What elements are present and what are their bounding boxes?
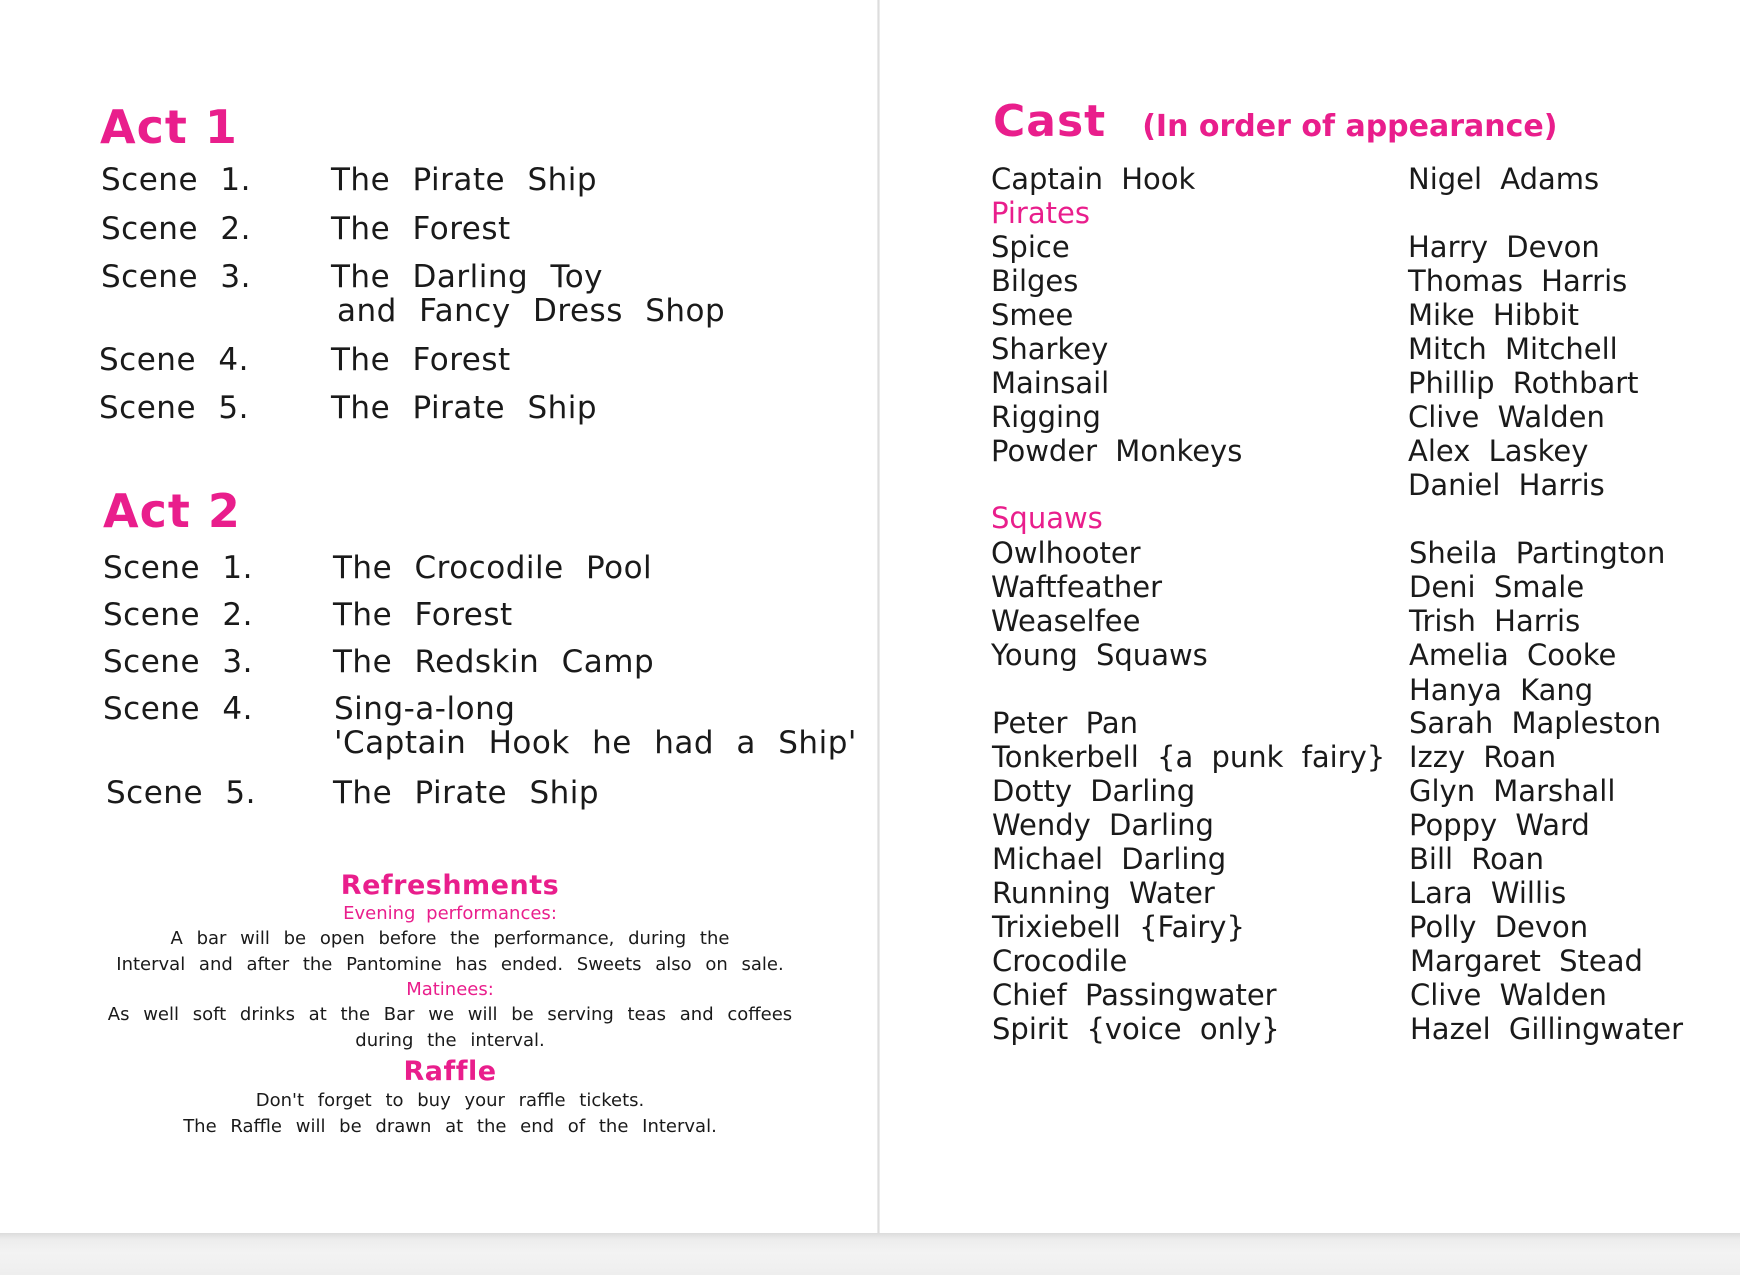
cast-actor: Nigel Adams (1408, 162, 1600, 196)
cast-actor: Sarah Mapleston (1409, 706, 1662, 740)
cast-actor: Deni Smale (1409, 570, 1585, 604)
cast-actor: Mitch Mitchell (1408, 332, 1618, 366)
act-2-scene-5-title: The Pirate Ship (333, 775, 600, 811)
cast-role: Young Squaws (991, 638, 1208, 672)
raffle-text-line: The Raffle will be drawn at the end of the Interval. (183, 1116, 717, 1137)
cast-role: Michael Darling (992, 842, 1227, 876)
page-bottom-edge (0, 1233, 1740, 1275)
cast-actor: Alex Laskey (1408, 434, 1589, 468)
cast-role: Bilges (991, 264, 1079, 298)
act-1-scene-5-label: Scene 5. (99, 390, 249, 426)
cast-role: Spice (991, 230, 1070, 264)
act-2-scene-4-label: Scene 4. (103, 691, 253, 727)
cast-role: Owlhooter (991, 536, 1141, 570)
cast-role: Waftfeather (991, 570, 1162, 604)
evening-text-line: Interval and after the Pantomine has ended. Sweets also on sale. (116, 954, 784, 975)
act-2-scene-4-title: Sing-a-long 'Captain Hook he had a Ship' (334, 691, 857, 761)
cast-actor: Glyn Marshall (1409, 774, 1616, 808)
act-1-scene-2-title: The Forest (331, 211, 511, 247)
cast-actor: Bill Roan (1409, 842, 1545, 876)
cast-role: Spirit {voice only} (992, 1012, 1280, 1046)
act-1-scene-5-title: The Pirate Ship (331, 390, 598, 426)
act-1-scene-1-title: The Pirate Ship (331, 162, 598, 198)
act-1-scene-2-label: Scene 2. (101, 211, 251, 247)
cast-actor: Clive Walden (1408, 400, 1605, 434)
cast-actor: Margaret Stead (1410, 944, 1643, 978)
act-1-scene-4-label: Scene 4. (99, 342, 249, 378)
cast-role: Crocodile (992, 944, 1128, 978)
cast-role: Smee (991, 298, 1074, 332)
cast-actor: Izzy Roan (1409, 740, 1557, 774)
act-2-heading: Act 2 (103, 484, 241, 538)
refreshments-section (100, 870, 800, 1140)
cast-role: Chief Passingwater (992, 978, 1277, 1012)
cast-actor: Sheila Partington (1409, 536, 1666, 570)
cast-subtitle: (In order of appearance) (1142, 109, 1558, 144)
cast-role: Captain Hook (991, 162, 1196, 196)
cast-role: Running Water (992, 876, 1215, 910)
cast-role: Rigging (991, 400, 1101, 434)
act-1-scene-3-title: The Darling Toy and Fancy Dress Shop (331, 259, 726, 329)
cast-group-pirates: Pirates (991, 196, 1090, 230)
cast-actor: Thomas Harris (1408, 264, 1628, 298)
cast-actor: Poppy Ward (1409, 808, 1590, 842)
cast-role: Trixiebell {Fairy} (992, 910, 1245, 944)
cast-actor: Polly Devon (1409, 910, 1589, 944)
cast-role: Wendy Darling (992, 808, 1214, 842)
cast-group-squaws: Squaws (991, 501, 1103, 535)
act-1-scene-4-title: The Forest (331, 342, 511, 378)
cast-heading (993, 96, 1558, 147)
cast-role: Mainsail (991, 366, 1110, 400)
act-1-scene-1-label: Scene 1. (101, 162, 251, 198)
act-2-scene-2-label: Scene 2. (103, 597, 253, 633)
act-2-scene-1-title: The Crocodile Pool (333, 550, 653, 586)
cast-role: Peter Pan (992, 706, 1138, 740)
cast-actor: Phillip Rothbart (1408, 366, 1639, 400)
cast-role: Weaselfee (991, 604, 1141, 638)
cast-actor: Clive Walden (1410, 978, 1607, 1012)
cast-role: Powder Monkeys (991, 434, 1243, 468)
raffle-heading: Raffle (403, 1056, 497, 1087)
cast-actor: Hazel Gillingwater (1410, 1012, 1684, 1046)
cast-actor: Trish Harris (1409, 604, 1581, 638)
evening-text-line: A bar will be open before the performance, during the (170, 928, 730, 949)
cast-actor: Mike Hibbit (1408, 298, 1580, 332)
act-1-heading: Act 1 (100, 100, 238, 154)
act-1-scene-3-label: Scene 3. (101, 259, 251, 295)
cast-role: Dotty Darling (992, 774, 1196, 808)
cast-title: Cast (993, 96, 1107, 147)
refreshments-heading: Refreshments (340, 870, 560, 901)
act-2-scene-2-title: The Forest (333, 597, 513, 633)
cast-role: Sharkey (991, 332, 1109, 366)
cast-actor: Amelia Cooke (1409, 638, 1617, 672)
raffle-text-line: Don't forget to buy your raffle tickets. (255, 1090, 645, 1111)
cast-actor: Daniel Harris (1408, 468, 1605, 502)
act-2-scene-3-label: Scene 3. (103, 644, 253, 680)
cast-actor: Hanya Kang (1409, 673, 1594, 707)
cast-role: Tonkerbell {a punk fairy} (992, 740, 1386, 774)
page-fold (877, 0, 880, 1235)
matinees-label: Matinees: (406, 979, 494, 1000)
act-2-scene-1-label: Scene 1. (103, 550, 253, 586)
cast-actor: Harry Devon (1408, 230, 1600, 264)
act-2-scene-5-label: Scene 5. (106, 775, 256, 811)
matinees-text-line: during the interval. (355, 1030, 545, 1051)
evening-performances-label: Evening performances: (343, 903, 557, 924)
matinees-text-line: As well soft drinks at the Bar we will be serving teas and coffees (107, 1004, 793, 1025)
cast-actor: Lara Willis (1409, 876, 1567, 910)
act-2-scene-3-title: The Redskin Camp (333, 644, 655, 680)
